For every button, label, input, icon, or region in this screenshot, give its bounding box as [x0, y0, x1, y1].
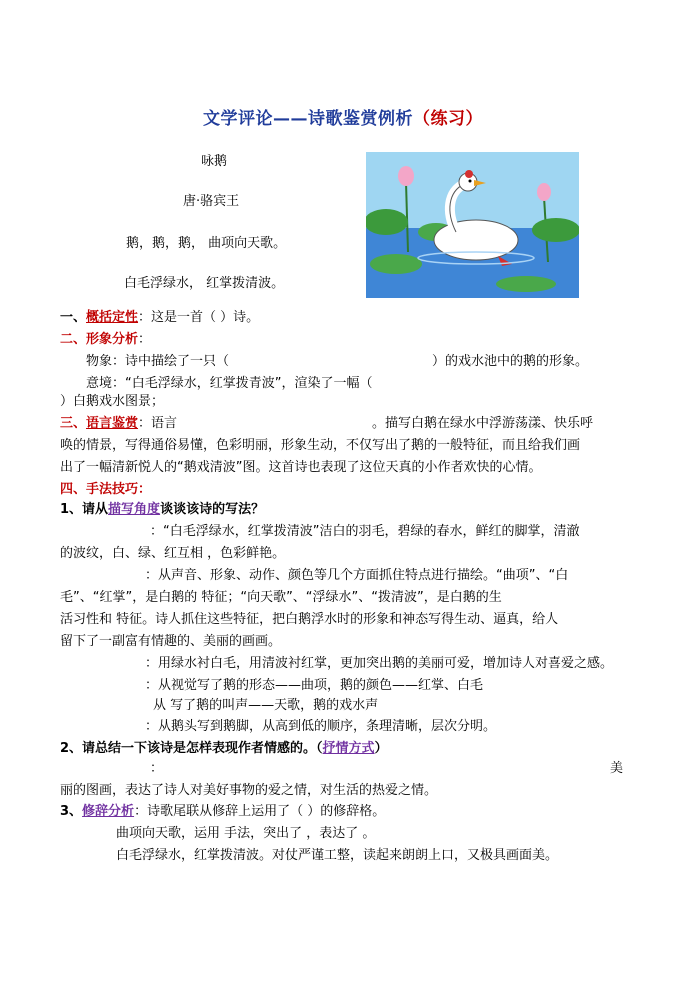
question-1-c: 谈谈该诗的写法？ — [160, 502, 265, 517]
title-main: 文学评论——诗歌鉴赏例析 — [203, 109, 413, 129]
section-1 — [60, 307, 259, 329]
question-3-keyword: 修辞分析 — [82, 804, 135, 819]
question-3-a: 3、 — [60, 804, 83, 819]
question-2-colon: ： — [150, 761, 164, 776]
answer-3: ：用绿水衬白毛，用清波衬红掌，更加突出鹅的美丽可爱，增加诗人对喜爱之感。 — [145, 656, 614, 671]
question-2-line-2: 丽的图画，表达了诗人对美好事物的爱之情，对生活的热爱之情。 — [60, 783, 438, 798]
poem-line-2: 白毛浮绿水， 红掌拨清波。 — [124, 276, 285, 291]
section-3-text-a: ：语言 — [138, 416, 178, 431]
section-1-text: ：这是一首（ ）诗。 — [138, 310, 260, 325]
answer-2-line-2: 毛”、“红掌”，是白鹅的 特征；“向天歌”、“浮绿水”、“拨清波”，是白鹅的生 — [60, 590, 502, 605]
section-2-head: 形象分析 — [86, 332, 139, 347]
question-3-line-3: 白毛浮绿水，红掌拨清波。对仗严谨工整，读起来朗朗上口，又极具画面美。 — [116, 848, 559, 863]
goose-illustration — [366, 152, 579, 298]
question-2-mei: 美 — [610, 761, 624, 776]
section-3-heading: 语言鉴赏 — [86, 416, 139, 431]
goose-illustration-svg — [366, 152, 579, 298]
section-3-line-2: 唤的情景，写得通俗易懂，色彩明丽，形象生动，不仅写出了鹅的一般特征，而且给我们画 — [60, 438, 581, 453]
question-1-a: 1、请从 — [60, 502, 109, 517]
section-1-num: 一、 — [60, 310, 87, 325]
section-3-line-1 — [60, 413, 177, 435]
poem-line-1: 鹅，鹅，鹅， 曲项向天歌。 — [126, 236, 287, 251]
answer-4-line-1: ：从视觉写了鹅的形态——曲项，鹅的颜色——红掌、白毛 — [145, 678, 484, 693]
question-3-line-2: 曲项向天歌，运用 手法，突出了 ，表达了 。 — [116, 826, 376, 841]
poem-name: 咏鹅 — [201, 154, 228, 169]
answer-2-line-4: 留下了一副富有情趣的、美丽的画画。 — [60, 634, 282, 649]
question-3 — [60, 801, 385, 823]
answer-1-line-2: 的波纹，白、绿、红互相 ，色彩鲜艳。 — [60, 546, 286, 561]
yijing-text-2: ）白鹅戏水图景； — [60, 394, 165, 409]
section-3-num: 三、 — [60, 416, 87, 431]
question-2 — [60, 738, 388, 760]
question-1-keyword: 描写角度 — [108, 502, 161, 517]
question-1 — [60, 499, 264, 521]
section-3-text-b: 。描写白鹅在绿水中浮游荡漾、快乐呼 — [372, 416, 594, 431]
section-2-num: 二、 — [60, 332, 87, 347]
wuxiang-text-b: ）的戏水池中的鹅的形象。 — [432, 354, 589, 369]
answer-1-line-1: ：“白毛浮绿水，红掌拨清波”洁白的羽毛，碧绿的春水，鲜红的脚掌，清澈 — [150, 524, 580, 539]
section-1-heading: 概括定性 — [86, 310, 139, 325]
answer-5: ：从鹅头写到鹅脚，从高到低的顺序，条理清晰，层次分明。 — [145, 719, 497, 734]
section-2-colon: ： — [138, 332, 152, 347]
question-2-keyword: 抒情方式 — [322, 741, 375, 756]
poem-author: 唐·骆宾王 — [183, 194, 240, 209]
section-4-heading: 四、手法技巧： — [60, 482, 152, 497]
question-3-c: ：诗歌尾联从修辞上运用了（ ）的修辞格。 — [134, 804, 386, 819]
answer-2-line-1: ：从声音、形象、动作、颜色等几个方面抓住特点进行描绘。“曲项”、“白 — [145, 568, 569, 583]
section-3-line-3: 出了一幅清新悦人的“鹅戏清波”图。这首诗也表现了这位天真的小作者欢快的心情。 — [60, 460, 542, 475]
page-title — [203, 104, 483, 129]
answer-2-line-3: 活习性和 特征。诗人抓住这些特征，把白鹅浮水时的形象和神态写得生动、逼真，给人 — [60, 612, 559, 627]
title-practice: （练习） — [413, 109, 483, 129]
question-2-c: ） — [374, 741, 388, 756]
answer-4-line-2: 从 写了鹅的叫声——天歌，鹅的戏水声 — [153, 698, 379, 713]
yijing-text: 意境：“白毛浮绿水，红掌拨青波”，渲染了一幅（ — [86, 376, 373, 391]
question-2-a: 2、请总结一下该诗是怎样表现作者情感的。（ — [60, 741, 323, 756]
section-2-heading — [60, 329, 151, 351]
wuxiang-text-a: 物象：诗中描绘了一只（ — [86, 354, 230, 369]
